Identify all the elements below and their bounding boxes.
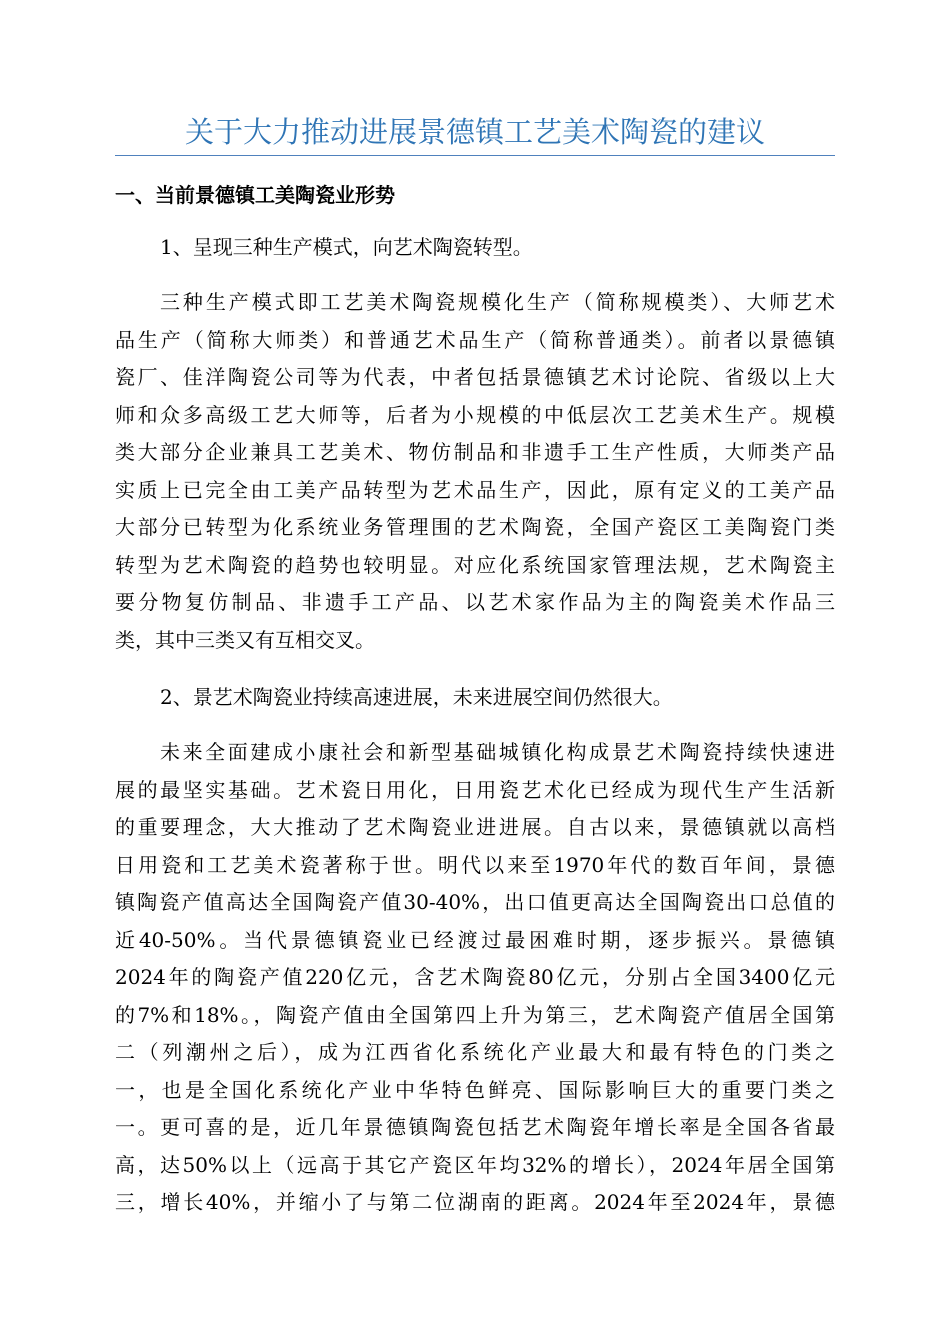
paragraph-line: 镇陶瓷产值高达全国陶瓷产值30-40%，出口值更高达全国陶瓷出口总值的 [115,890,835,914]
section-heading: 一、当前景德镇工美陶瓷业形势 [115,183,395,207]
paragraph-line: 师和众多高级工艺大师等，后者为小规模的中低层次工艺美术生产。规模 [115,402,835,427]
paragraph-line: 二（列潮州之后），成为江西省化系统化产业最大和最有特色的门类之 [115,1040,835,1064]
paragraph-line: 品生产（简称大师类）和普通艺术品生产（简称普通类）。前者以景德镇 [115,327,835,352]
paragraph-line: 转型为艺术陶瓷的趋势也较明显。对应化系统国家管理法规，艺术陶瓷主 [115,552,835,577]
subheading-2: 2、景艺术陶瓷业持续高速进展，未来进展空间仍然很大。 [160,685,673,709]
paragraph-1 [115,284,835,659]
paragraph-2 [115,734,835,1222]
paragraph-line: 实质上已完全由工美产品转型为艺术品生产，因此，原有定义的工美产品 [115,477,835,502]
paragraph-line: 的重要理念，大大推动了艺术陶瓷业进进展。自古以来，景德镇就以高档 [115,815,835,839]
paragraph-line: 一，也是全国化系统化产业中华特色鲜亮、国际影响巨大的重要门类之 [115,1077,835,1102]
paragraph-line: 要分物复仿制品、非遗手工产品、以艺术家作品为主的陶瓷美术作品三 [115,590,835,614]
paragraph-line: 类，其中三类又有互相交叉。 [115,627,375,652]
paragraph-line: 的7%和18%。，陶瓷产值由全国第四上升为第三，艺术陶瓷产值居全国第 [115,1002,835,1027]
paragraph-line: 近40-50%。当代景德镇瓷业已经渡过最困难时期，逐步振兴。景德镇 [115,927,835,952]
paragraph-line: 大部分已转型为化系统业务管理围的艺术陶瓷，全国产瓷区工美陶瓷门类 [115,515,835,539]
title-underline [115,155,835,156]
subheading-1: 1、呈现三种生产模式，向艺术陶瓷转型。 [160,235,533,259]
paragraph-line: 日用瓷和工艺美术瓷著称于世。明代以来至1970年代的数百年间，景德 [115,852,835,877]
paragraph-line: 高，达50%以上（远高于其它产瓷区年均32%的增长），2024年居全国第 [115,1152,835,1177]
paragraph-line: 2024年的陶瓷产值220亿元，含艺术陶瓷80亿元，分别占全国3400亿元 [115,965,835,989]
document-title: 关于大力推动进展景德镇工艺美术陶瓷的建议 [184,115,765,149]
paragraph-line: 一。更可喜的是，近几年景德镇陶瓷包括艺术陶瓷年增长率是全国各省最 [115,1115,835,1139]
paragraph-line: 展的最坚实基础。艺术瓷日用化，日用瓷艺术化已经成为现代生产生活新 [115,777,835,802]
paragraph-line: 瓷厂、佳洋陶瓷公司等为代表，中者包括景德镇艺术讨论院、省级以上大 [115,365,835,389]
paragraph-line: 未来全面建成小康社会和新型基础城镇化构成景艺术陶瓷持续快速进 [160,740,835,764]
paragraph-line: 类大部分企业兼具工艺美术、物仿制品和非遗手工生产性质，大师类产品 [115,440,835,464]
paragraph-line: 三，增长40%，并缩小了与第二位湖南的距离。2024年至2024年，景德 [115,1190,835,1214]
paragraph-line: 三种生产模式即工艺美术陶瓷规模化生产（简称规模类）、大师艺术 [160,290,835,314]
